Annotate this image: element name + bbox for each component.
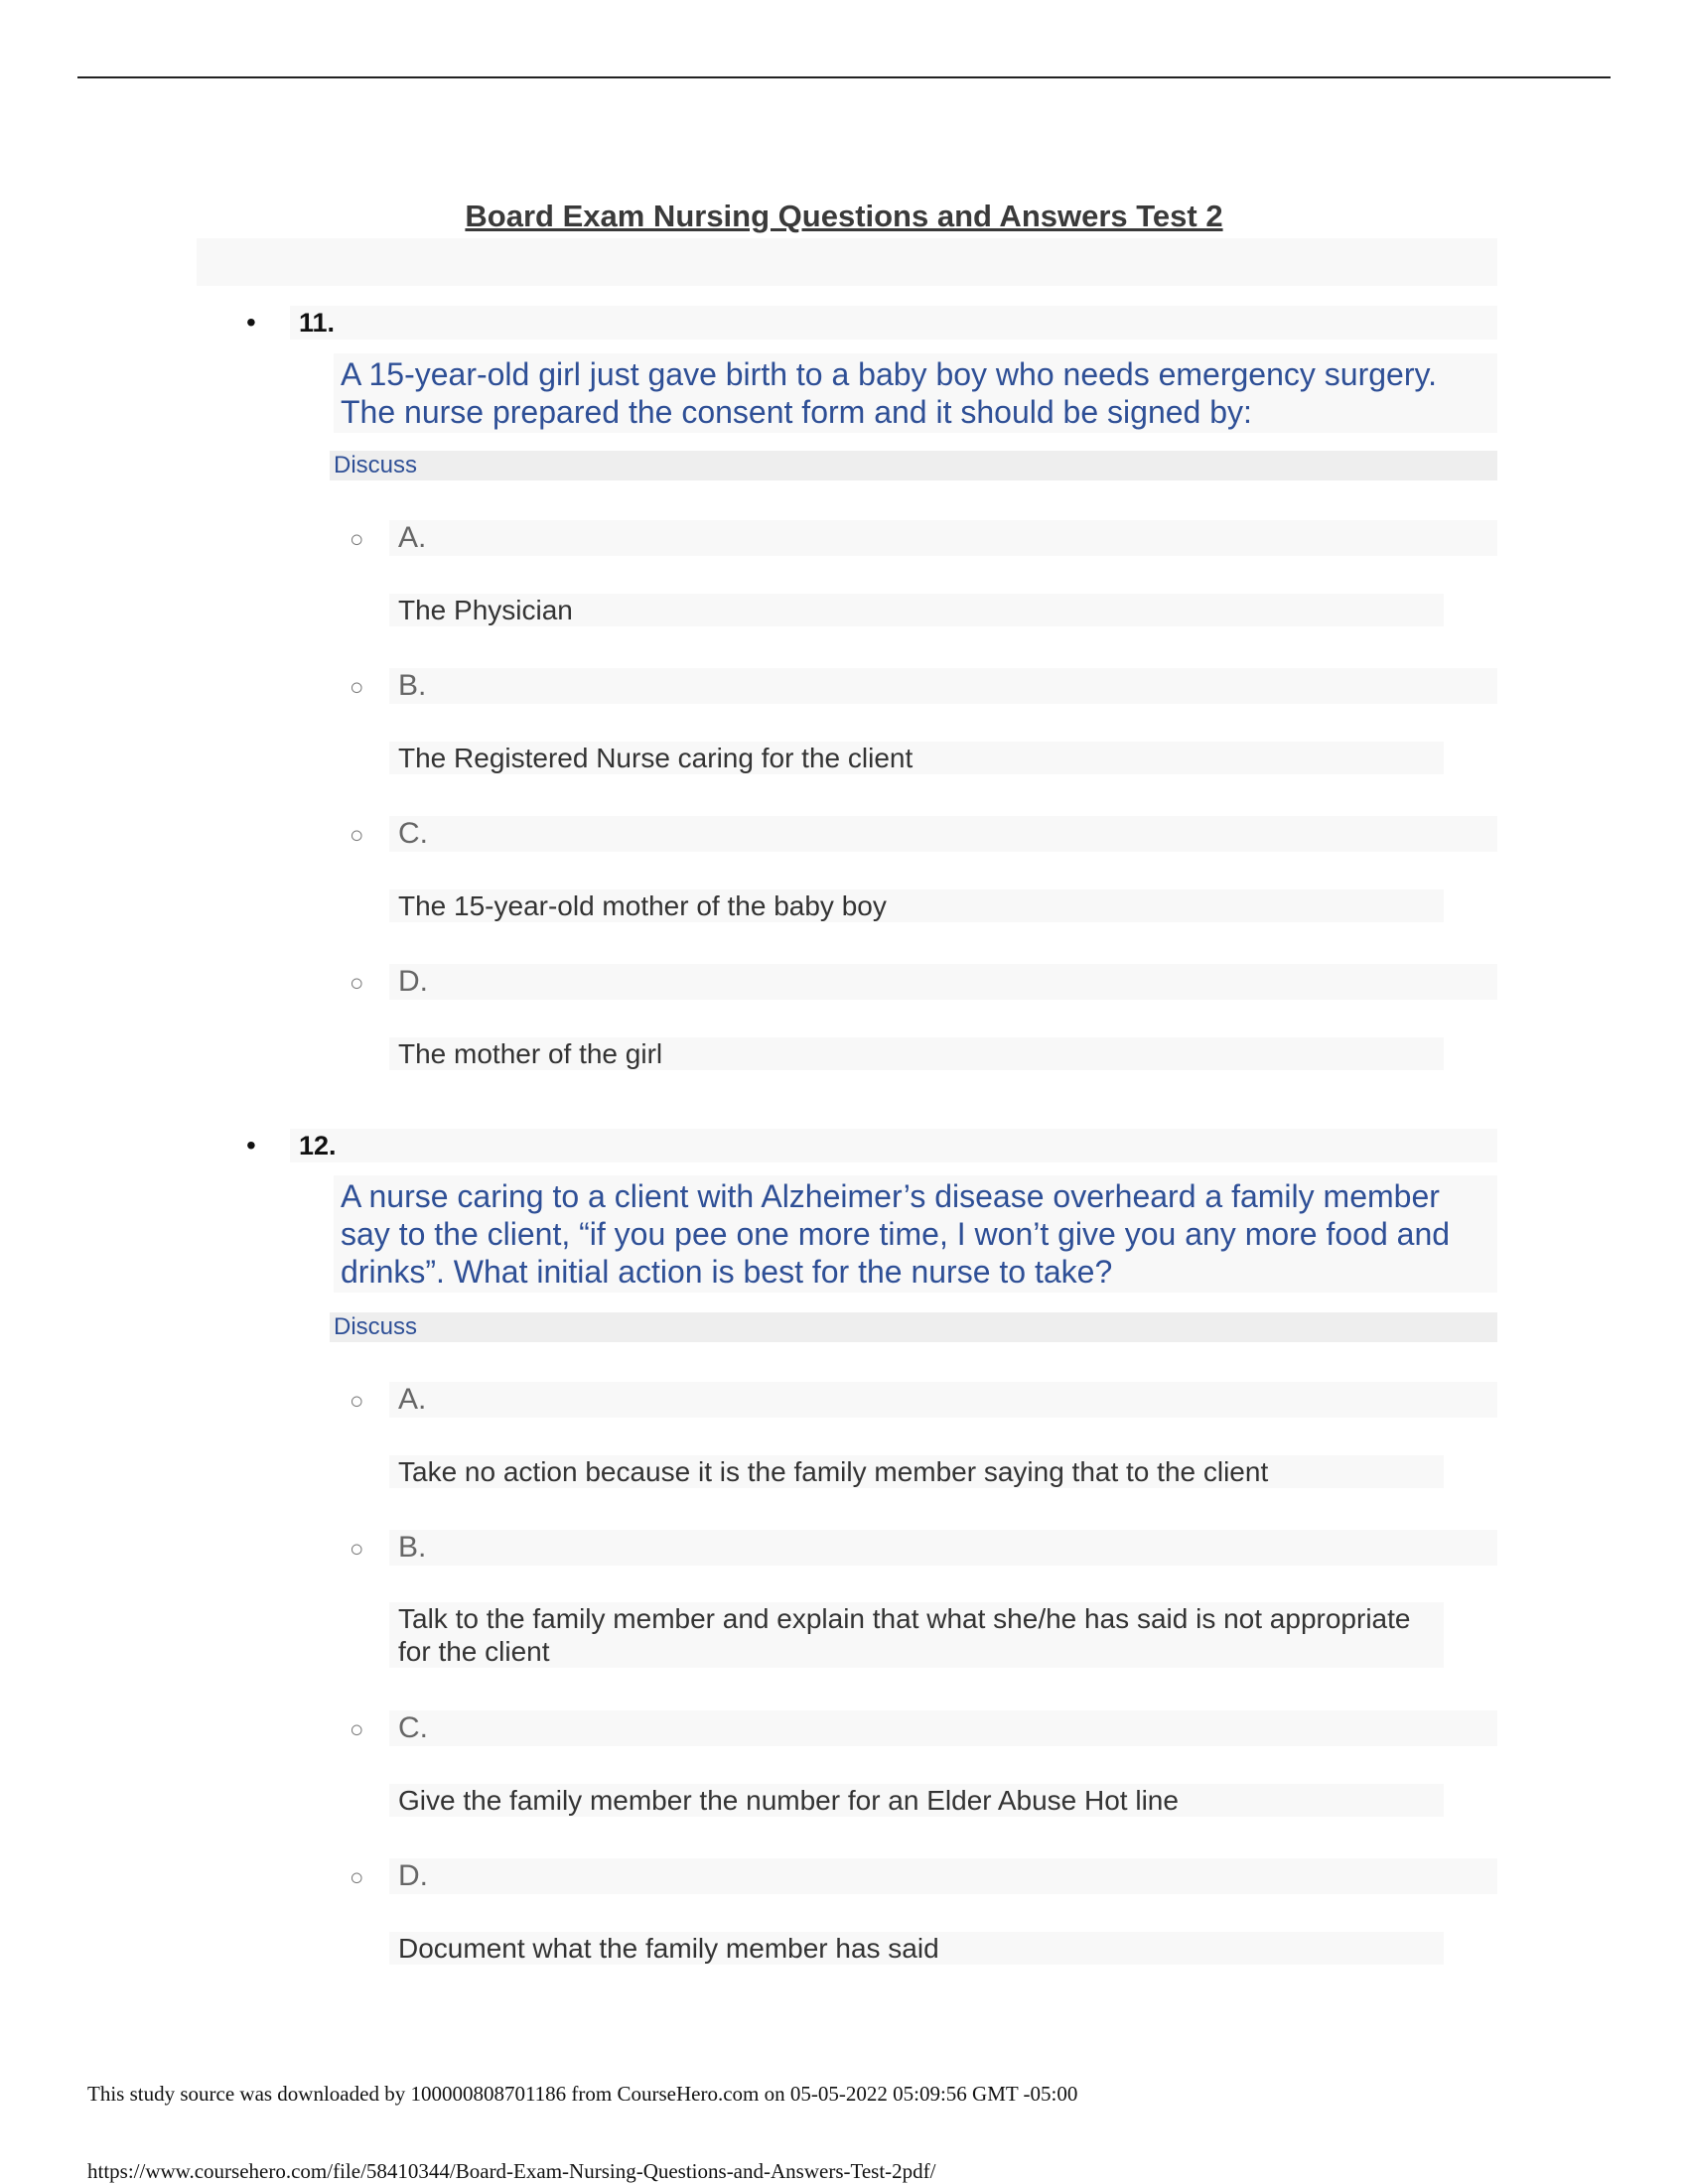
option-letter[interactable]: A. <box>398 1383 427 1416</box>
option-letter[interactable]: C. <box>398 1711 428 1744</box>
title-band <box>197 238 1497 286</box>
option-letter[interactable]: D. <box>398 965 428 998</box>
question-number-band <box>290 306 1497 340</box>
question-number: 12. <box>299 1131 337 1160</box>
option-bullet-icon: ○ <box>350 970 364 997</box>
option-bullet-icon: ○ <box>350 1864 364 1891</box>
option-letter-band <box>389 1858 1497 1894</box>
option-letter-band <box>389 520 1497 556</box>
option-text[interactable]: Give the family member the number for an Elder Abuse Hot line <box>389 1784 1444 1817</box>
option-bullet-icon: ○ <box>350 1716 364 1743</box>
option-letter[interactable]: C. <box>398 817 428 850</box>
option-letter[interactable]: B. <box>398 1531 427 1564</box>
question-number-band <box>290 1129 1497 1162</box>
option-letter-band <box>389 668 1497 704</box>
option-bullet-icon: ○ <box>350 674 364 701</box>
option-letter-band <box>389 964 1497 1000</box>
page-title: Board Exam Nursing Questions and Answers Test 2 <box>465 199 1223 233</box>
option-letter-band <box>389 816 1497 852</box>
discuss-link[interactable]: Discuss <box>330 451 1497 480</box>
option-bullet-icon: ○ <box>350 1388 364 1415</box>
question-number: 11. <box>299 308 336 338</box>
option-letter-band <box>389 1530 1497 1566</box>
top-rule <box>77 76 1611 78</box>
option-bullet-icon: ○ <box>350 822 364 849</box>
question-text: A 15-year-old girl just gave birth to a baby boy who needs emergency surgery. The nurse prepared the consent form and it should be signed by: <box>334 353 1497 433</box>
option-text[interactable]: Document what the family member has said <box>389 1932 1444 1965</box>
option-text[interactable]: The Physician <box>389 594 1444 626</box>
discuss-link[interactable]: Discuss <box>330 1312 1497 1342</box>
bullet-icon: • <box>246 307 256 338</box>
question-text: A nurse caring to a client with Alzheimer’s disease overheard a family member say to the client, “if you pee one more time, I won’t give you any more food and drinks”. What initial action is best for the nurse to take? <box>334 1175 1497 1293</box>
option-letter[interactable]: B. <box>398 669 427 702</box>
option-text[interactable]: The Registered Nurse caring for the client <box>389 742 1444 774</box>
option-letter-band <box>389 1382 1497 1418</box>
option-letter[interactable]: D. <box>398 1859 428 1892</box>
option-text[interactable]: Talk to the family member and explain that what she/he has said is not appropriate for the client <box>389 1602 1444 1668</box>
footer-source-line: This study source was downloaded by 100000808701186 from CourseHero.com on 05-05-2022 05:09:56 GMT -05:00 <box>87 2082 1078 2106</box>
option-letter[interactable]: A. <box>398 521 427 554</box>
bullet-icon: • <box>246 1130 256 1160</box>
option-text[interactable]: Take no action because it is the family member saying that to the client <box>389 1455 1444 1488</box>
footer-url[interactable]: https://www.coursehero.com/file/58410344/Board-Exam-Nursing-Questions-and-Answers-Test-2pdf/ <box>87 2159 936 2183</box>
option-bullet-icon: ○ <box>350 526 364 553</box>
option-text[interactable]: The 15-year-old mother of the baby boy <box>389 889 1444 922</box>
option-text[interactable]: The mother of the girl <box>389 1037 1444 1070</box>
option-bullet-icon: ○ <box>350 1536 364 1563</box>
option-letter-band <box>389 1710 1497 1746</box>
